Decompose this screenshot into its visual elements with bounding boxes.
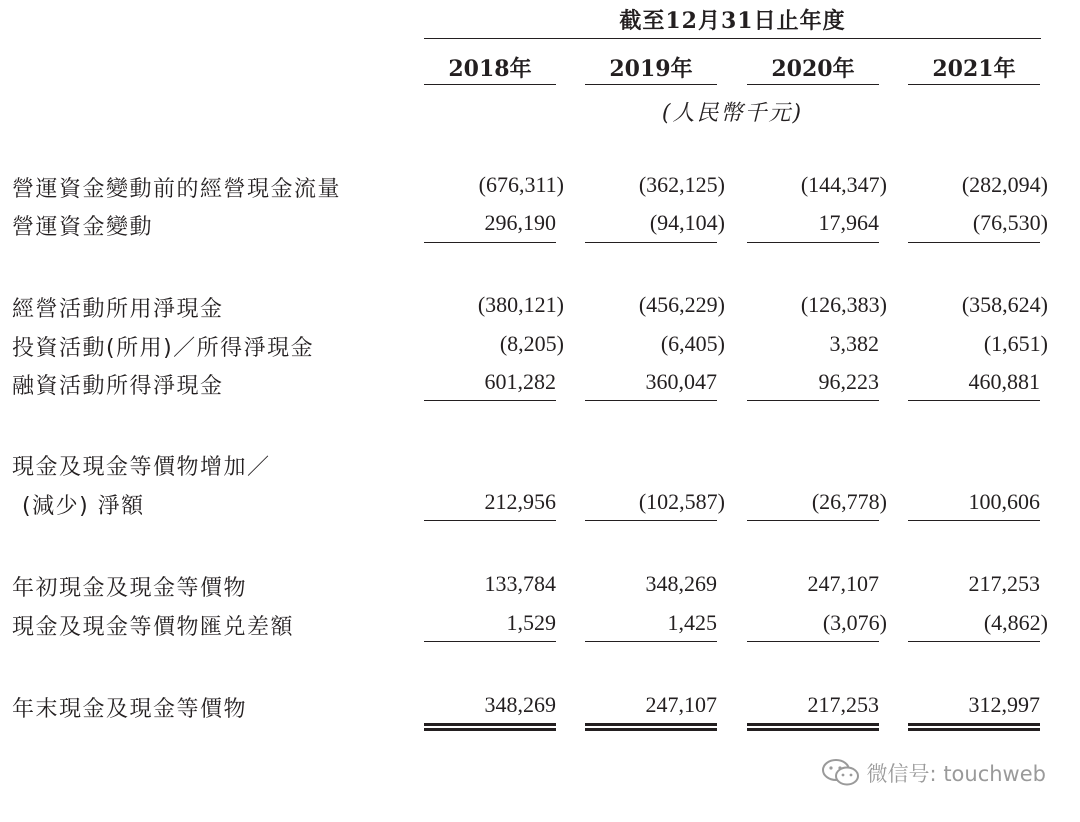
subtotal-rule [424,242,556,243]
table-cell: 247,107 [807,571,879,596]
subtotal-rule [424,520,556,521]
table-cell: (76,530) [972,210,1048,235]
table-cell: (26,778) [811,489,887,514]
group-title: 截至12月31日止年度 [619,8,846,34]
wechat-icon [821,758,861,788]
row-label: 投資活動(所用)／所得淨現金 [12,336,315,361]
table-cell: (362,125) [638,172,725,197]
table-cell: 348,269 [645,571,717,596]
table-cell: (102,587) [638,489,725,514]
subtotal-rule [424,400,556,401]
watermark-text: 微信号: touchweb [866,762,1046,786]
table-cell: 296,190 [484,210,556,235]
subtotal-rule [585,641,717,642]
table-cell: 312,997 [968,692,1040,717]
table-cell: 1,529 [506,610,556,635]
year-header-2018: 2018年 [448,56,532,82]
year-rule [747,84,879,85]
table-cell: 217,253 [807,692,879,717]
year-header-2020: 2020年 [771,56,855,82]
subtotal-rule [585,520,717,521]
unit-label: (人民幣千元) [661,101,804,126]
table-cell: (144,347) [800,172,887,197]
subtotal-rule [747,520,879,521]
row-label: 現金及現金等價物增加／ [12,455,271,480]
table-cell: (456,229) [638,292,725,317]
table-cell: (6,405) [660,331,725,356]
table-cell: 3,382 [829,331,879,356]
subtotal-rule [747,400,879,401]
total-double-rule [747,723,879,731]
subtotal-rule [585,400,717,401]
table-cell: 360,047 [645,369,717,394]
table-cell: (3,076) [822,610,887,635]
row-label: 營運資金變動前的經營現金流量 [12,177,342,202]
table-cell: (676,311) [478,172,564,197]
subtotal-rule [424,641,556,642]
year-header-2021: 2021年 [932,56,1016,82]
row-label: 經營活動所用淨現金 [12,297,224,322]
total-double-rule [424,723,556,731]
year-header-2019: 2019年 [609,56,693,82]
subtotal-rule [908,641,1040,642]
table-cell: (126,383) [800,292,887,317]
table-cell: 348,269 [484,692,556,717]
subtotal-rule [585,242,717,243]
table-cell: (94,104) [649,210,725,235]
total-double-rule [585,723,717,731]
subtotal-rule [747,242,879,243]
subtotal-rule [908,242,1040,243]
total-double-rule [908,723,1040,731]
subtotal-rule [747,641,879,642]
year-rule [908,84,1040,85]
table-cell: 133,784 [484,571,556,596]
table-cell: (282,094) [961,172,1048,197]
table-cell: 1,425 [667,610,717,635]
table-cell: 460,881 [968,369,1040,394]
table-cell: (358,624) [961,292,1048,317]
year-rule [585,84,717,85]
row-label: 年初現金及現金等價物 [12,576,248,601]
subtotal-rule [908,520,1040,521]
table-cell: 247,107 [645,692,717,717]
row-label: 融資活動所得淨現金 [12,374,224,399]
table-cell: 96,223 [818,369,879,394]
table-cell: 217,253 [968,571,1040,596]
row-label: 年末現金及現金等價物 [12,697,248,722]
row-label: (減少) 淨額 [22,494,145,519]
table-cell: (380,121) [477,292,564,317]
table-cell: (8,205) [499,331,564,356]
row-label: 現金及現金等價物匯兑差額 [12,615,295,640]
table-cell: 100,606 [968,489,1040,514]
subtotal-rule [908,400,1040,401]
table-cell: 601,282 [484,369,556,394]
table-cell: (4,862) [983,610,1048,635]
table-cell: 17,964 [818,210,879,235]
row-label: 營運資金變動 [12,215,154,240]
year-rule [424,84,556,85]
watermark [821,758,1046,788]
table-cell: 212,956 [484,489,556,514]
group-title-rule [424,38,1041,39]
table-cell: (1,651) [983,331,1048,356]
